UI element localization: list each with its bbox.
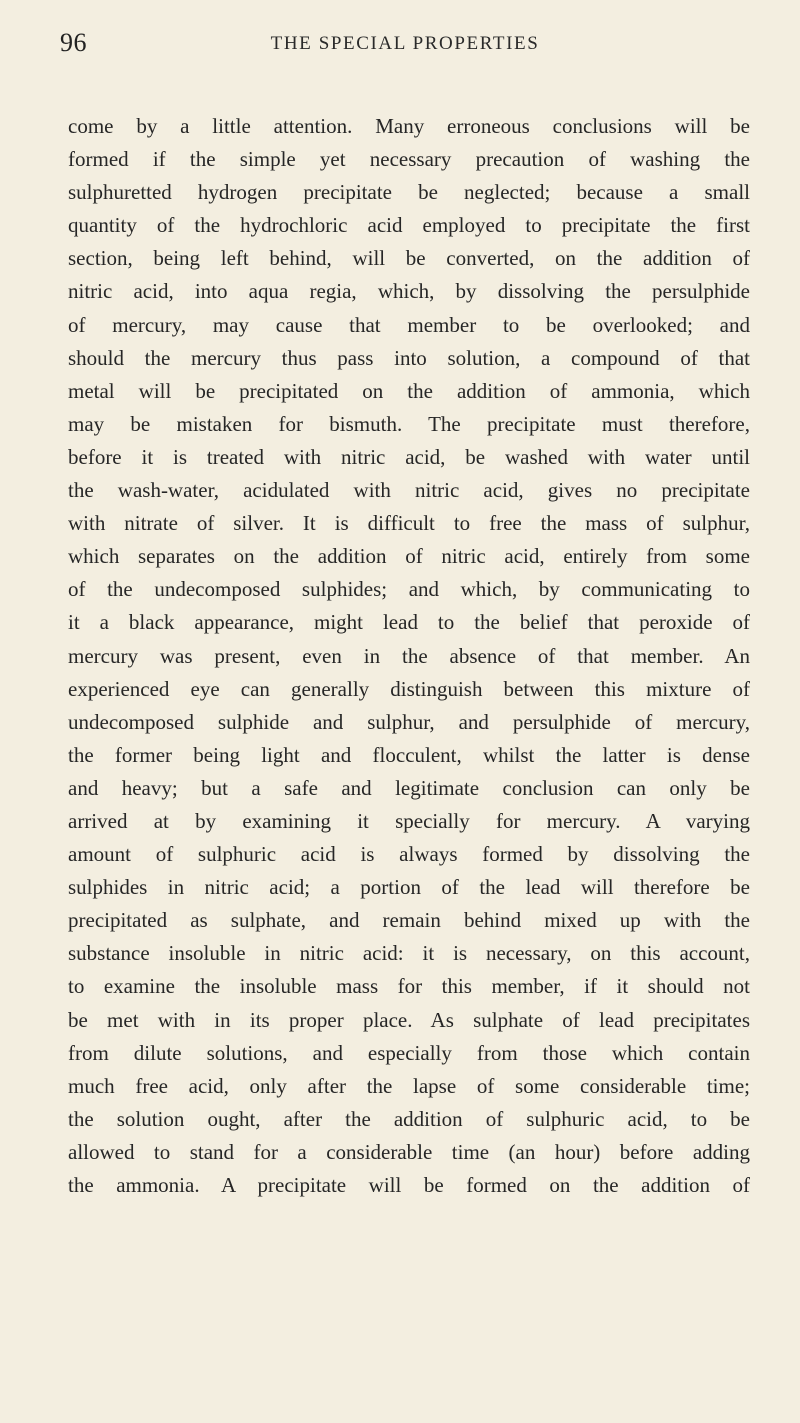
text-line: nitric acid, into aqua regia, which, by dissolving the persulphide: [68, 279, 750, 304]
text-line: experienced eye can generally distinguish between this mixture of: [68, 676, 750, 701]
text-line: which separates on the addition of nitric acid, entirely from some: [68, 544, 750, 569]
text-line: sulphides in nitric acid; a portion of the lead will therefore be: [68, 875, 750, 900]
text-line: arrived at by examining it specially for mercury. A varying: [68, 808, 750, 833]
text-line: with nitrate of silver. It is difficult to free the mass of sulphur,: [68, 511, 750, 536]
text-line: be met with in its proper place. As sulphate of lead precipitates: [68, 1007, 750, 1032]
text-line: of the undecomposed sulphides; and which, by communicating to: [68, 577, 750, 602]
text-line: should the mercury thus pass into solution, a compound of that: [68, 345, 750, 370]
text-line: substance insoluble in nitric acid: it is necessary, on this account,: [68, 941, 750, 966]
text-line: may be mistaken for bismuth. The precipitate must therefore,: [68, 411, 750, 436]
text-line: sulphuretted hydrogen precipitate be neglected; because a small: [68, 180, 750, 205]
text-line: allowed to stand for a considerable time (an hour) before adding: [68, 1139, 750, 1164]
text-line: section, being left behind, will be converted, on the addition of: [68, 246, 750, 271]
text-line: and heavy; but a safe and legitimate conclusion can only be: [68, 775, 750, 800]
text-line: it a black appearance, might lead to the belief that peroxide of: [68, 610, 750, 635]
text-line: of mercury, may cause that member to be overlooked; and: [68, 312, 750, 337]
body-paragraph: [68, 110, 750, 1202]
text-line: precipitated as sulphate, and remain behind mixed up with the: [68, 908, 750, 933]
text-line: mercury was present, even in the absence of that member. An: [68, 643, 750, 668]
text-line: undecomposed sulphide and sulphur, and persulphide of mercury,: [68, 709, 750, 734]
text-line: to examine the insoluble mass for this member, if it should not: [68, 974, 750, 999]
text-line: from dilute solutions, and especially from those which contain: [68, 1040, 750, 1065]
text-line: amount of sulphuric acid is always formed by dissolving the: [68, 842, 750, 867]
text-line: metal will be precipitated on the addition of ammonia, which: [68, 378, 750, 403]
text-line: the solution ought, after the addition of sulphuric acid, to be: [68, 1106, 750, 1131]
page-header: [60, 28, 750, 68]
running-head: THE SPECIAL PROPERTIES: [270, 33, 540, 54]
text-line: formed if the simple yet necessary precaution of washing the: [68, 147, 750, 172]
text-line: the wash-water, acidulated with nitric acid, gives no precipitate: [68, 478, 750, 503]
text-line: the ammonia. A precipitate will be formed on the addition of: [68, 1173, 750, 1197]
text-line: before it is treated with nitric acid, be washed with water until: [68, 444, 750, 469]
text-line: quantity of the hydrochloric acid employed to precipitate the first: [68, 213, 750, 238]
text-line: the former being light and flocculent, whilst the latter is dense: [68, 742, 750, 767]
text-line: much free acid, only after the lapse of some considerable time;: [68, 1073, 750, 1098]
text-line: come by a little attention. Many erroneous conclusions will be: [68, 114, 750, 138]
page-number: 96: [60, 28, 87, 57]
